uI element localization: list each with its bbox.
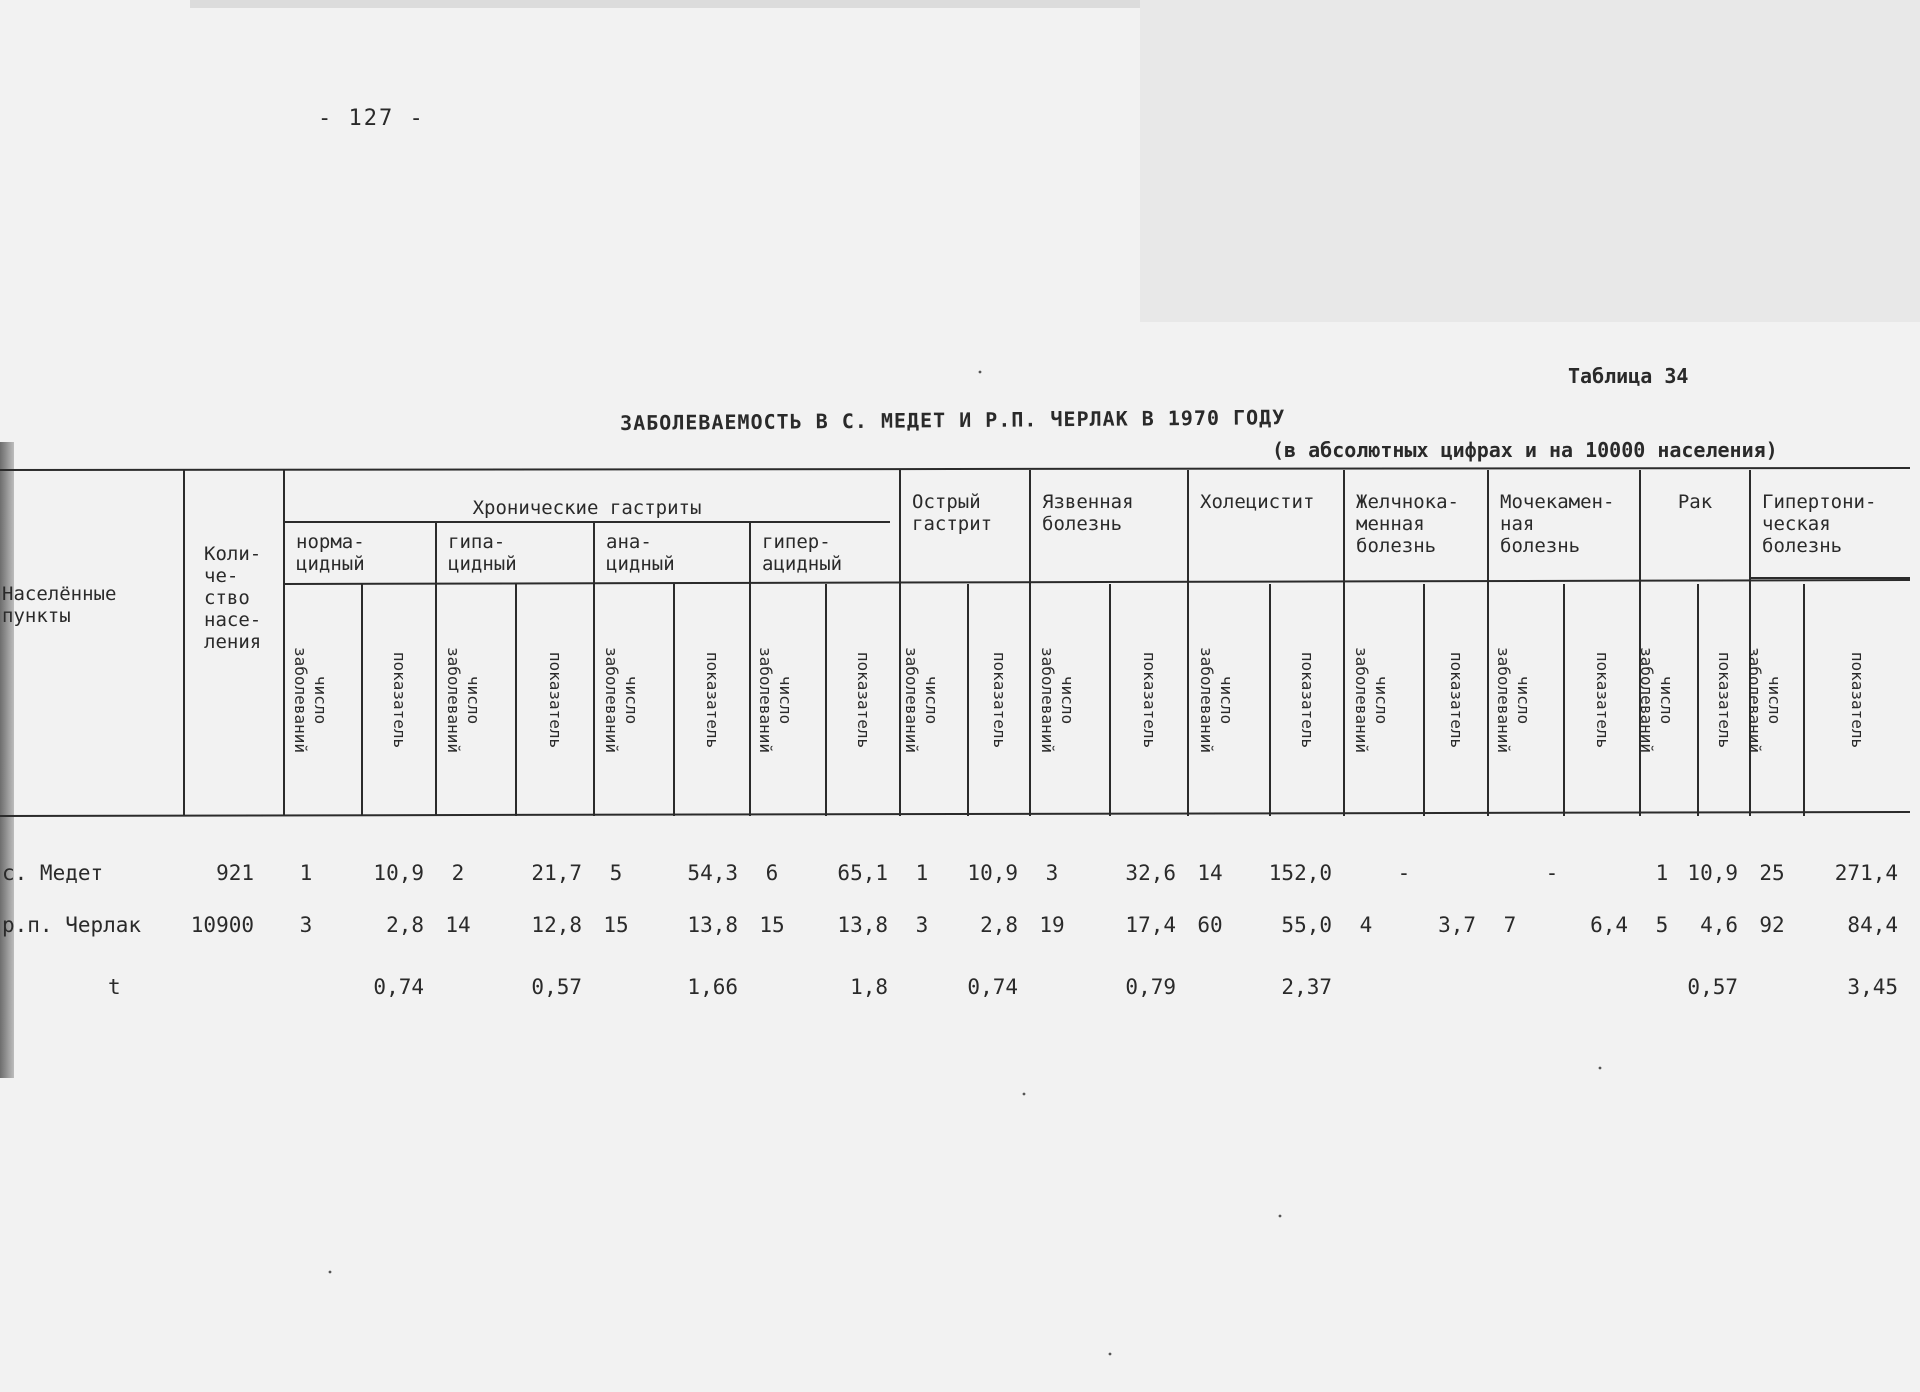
indicator-header: показатель — [1140, 651, 1159, 749]
row-name: с. Медет — [2, 861, 104, 885]
cell-count: 1 — [299, 861, 313, 885]
cell-indicator: 0,57 — [1687, 975, 1738, 999]
cell-count: 15 — [759, 913, 785, 937]
count-header: числозаболеваний — [1637, 647, 1676, 753]
cell-indicator: 271,4 — [1834, 861, 1898, 885]
cell-indicator: 152,0 — [1268, 861, 1332, 885]
cell-indicator: 3,7 — [1438, 913, 1476, 937]
cell-count: 5 — [1655, 913, 1669, 937]
population-header: насе- — [204, 609, 262, 631]
cell-indicator: 10,9 — [967, 861, 1018, 885]
row-population: 10900 — [190, 913, 254, 937]
gastritis-subgroup-header: норма- — [296, 531, 365, 553]
row-population: 921 — [216, 861, 254, 885]
gastritis-subgroup-header: гипа- — [448, 531, 506, 553]
cell-indicator: 21,7 — [531, 861, 582, 885]
scan-speck — [1109, 1353, 1112, 1356]
cell-count: 7 — [1503, 913, 1517, 937]
scan-speck — [979, 371, 982, 374]
cell-count: 1 — [1655, 861, 1669, 885]
count-header: числозаболеваний — [1745, 647, 1784, 753]
population-header: Коли- — [204, 543, 262, 565]
cell-indicator: 0,74 — [373, 975, 424, 999]
cell-indicator: 2,37 — [1281, 975, 1332, 999]
rule-header-bottom — [0, 812, 1910, 816]
disease-header: Гипертони- — [1762, 491, 1877, 513]
cell-indicator: 1,66 — [687, 975, 738, 999]
indicator-header: показатель — [703, 651, 722, 749]
disease-header: Острый — [912, 491, 981, 513]
table-subtitle: (в абсолютных цифрах и на 10000 населения) — [1272, 438, 1778, 462]
count-header: числозаболеваний — [444, 647, 483, 753]
disease-header: болезнь — [1762, 535, 1843, 557]
disease-header: Мочекамен- — [1500, 491, 1615, 513]
cell-indicator: 2,8 — [980, 913, 1018, 937]
cell-count: 3 — [1045, 861, 1059, 885]
cell-count: 92 — [1759, 913, 1785, 937]
cell-indicator: 13,8 — [837, 913, 888, 937]
indicator-header: показатель — [1593, 651, 1612, 749]
cell-indicator: 0,79 — [1125, 975, 1176, 999]
gastritis-subgroup-header: ана- — [606, 531, 652, 553]
indicator-header: показатель — [1298, 651, 1317, 749]
cell-count: 3 — [915, 913, 929, 937]
count-header: числозаболеваний — [1197, 647, 1236, 753]
row-name: р.п. Черлак — [2, 913, 142, 937]
disease-header: ная — [1500, 513, 1535, 535]
cell-count: 6 — [765, 861, 779, 885]
population-header: че- — [204, 565, 239, 587]
count-header: числозаболеваний — [1038, 647, 1077, 753]
cell-count: 25 — [1759, 861, 1785, 885]
cell-indicator: 10,9 — [373, 861, 424, 885]
row-name: t — [108, 975, 121, 999]
cell-indicator: 10,9 — [1687, 861, 1738, 885]
disease-header: менная — [1356, 513, 1425, 535]
cell-indicator: 17,4 — [1125, 913, 1176, 937]
gastritis-subgroup-header: цидный — [296, 553, 365, 575]
disease-header: Холецистит — [1200, 491, 1315, 513]
cell-indicator: 54,3 — [687, 861, 738, 885]
cell-count: 1 — [915, 861, 929, 885]
indicator-header: показатель — [546, 651, 565, 749]
cell-count: 15 — [603, 913, 629, 937]
chronic-gastritis-header: Хронические гастриты — [472, 497, 702, 519]
settlements-header: Населённые — [2, 583, 117, 605]
gastritis-subgroup-header: гипер- — [762, 531, 831, 553]
cell-indicator: 0,57 — [531, 975, 582, 999]
indicator-header: показатель — [390, 651, 409, 749]
cell-count: 14 — [445, 913, 471, 937]
disease-header: гастрит — [912, 513, 993, 535]
disease-header: болезнь — [1042, 513, 1123, 535]
count-header: числозаболеваний — [902, 647, 941, 753]
cell-count: 60 — [1197, 913, 1223, 937]
cell-indicator: 65,1 — [837, 861, 888, 885]
indicator-header: показатель — [1848, 651, 1867, 749]
cell-indicator: 1,8 — [850, 975, 888, 999]
count-header: числозаболеваний — [1494, 647, 1533, 753]
count-header: числозаболеваний — [291, 647, 330, 753]
indicator-header: показатель — [990, 651, 1009, 749]
cell-count: 14 — [1197, 861, 1223, 885]
cell-indicator: 13,8 — [687, 913, 738, 937]
cell-count: - — [1545, 861, 1559, 885]
disease-header: ческая — [1762, 513, 1831, 535]
rule-top — [0, 468, 1910, 470]
indicator-header: показатель — [1447, 651, 1466, 749]
disease-header: Желчнока- — [1356, 491, 1459, 513]
cell-indicator: 32,6 — [1125, 861, 1176, 885]
cell-indicator: 0,74 — [967, 975, 1018, 999]
scan-speck — [1279, 1215, 1282, 1218]
cell-count: 5 — [609, 861, 623, 885]
indicator-header: показатель — [1715, 651, 1734, 749]
table-label: Таблица 34 — [1568, 364, 1689, 388]
disease-header: Язвенная — [1042, 491, 1134, 513]
cell-indicator: 55,0 — [1281, 913, 1332, 937]
cell-indicator: 84,4 — [1847, 913, 1898, 937]
table-title: ЗАБОЛЕВАЕМОСТЬ В С. МЕДЕТ И Р.П. ЧЕРЛАК В 1970 ГОДУ — [620, 405, 1286, 435]
gastritis-subgroup-header: цидный — [448, 553, 517, 575]
settlements-header: пункты — [2, 605, 71, 627]
gastritis-subgroup-header: цидный — [606, 553, 675, 575]
cell-count: 4 — [1359, 913, 1373, 937]
page-number: - 127 - — [318, 106, 425, 131]
count-header: числозаболеваний — [756, 647, 795, 753]
scan-speck — [329, 1271, 332, 1274]
cell-indicator: 3,45 — [1847, 975, 1898, 999]
cell-indicator: 6,4 — [1590, 913, 1628, 937]
cell-count: 2 — [451, 861, 465, 885]
population-header: ство — [204, 587, 250, 609]
cell-indicator: 2,8 — [386, 913, 424, 937]
scan-speck — [1599, 1067, 1602, 1070]
cell-indicator: 12,8 — [531, 913, 582, 937]
disease-header: Рак — [1677, 491, 1713, 513]
gastritis-subgroup-header: ацидный — [762, 553, 843, 575]
cell-count: - — [1397, 861, 1411, 885]
count-header: числозаболеваний — [1352, 647, 1391, 753]
population-header: ления — [204, 631, 262, 653]
cell-indicator: 4,6 — [1700, 913, 1738, 937]
cell-count: 19 — [1039, 913, 1065, 937]
indicator-header: показатель — [854, 651, 873, 749]
scan-speck — [1023, 1093, 1026, 1096]
rule-subcolumns — [284, 580, 1910, 584]
disease-header: болезнь — [1500, 535, 1581, 557]
count-header: числозаболеваний — [602, 647, 641, 753]
disease-header: болезнь — [1356, 535, 1437, 557]
cell-count: 3 — [299, 913, 313, 937]
